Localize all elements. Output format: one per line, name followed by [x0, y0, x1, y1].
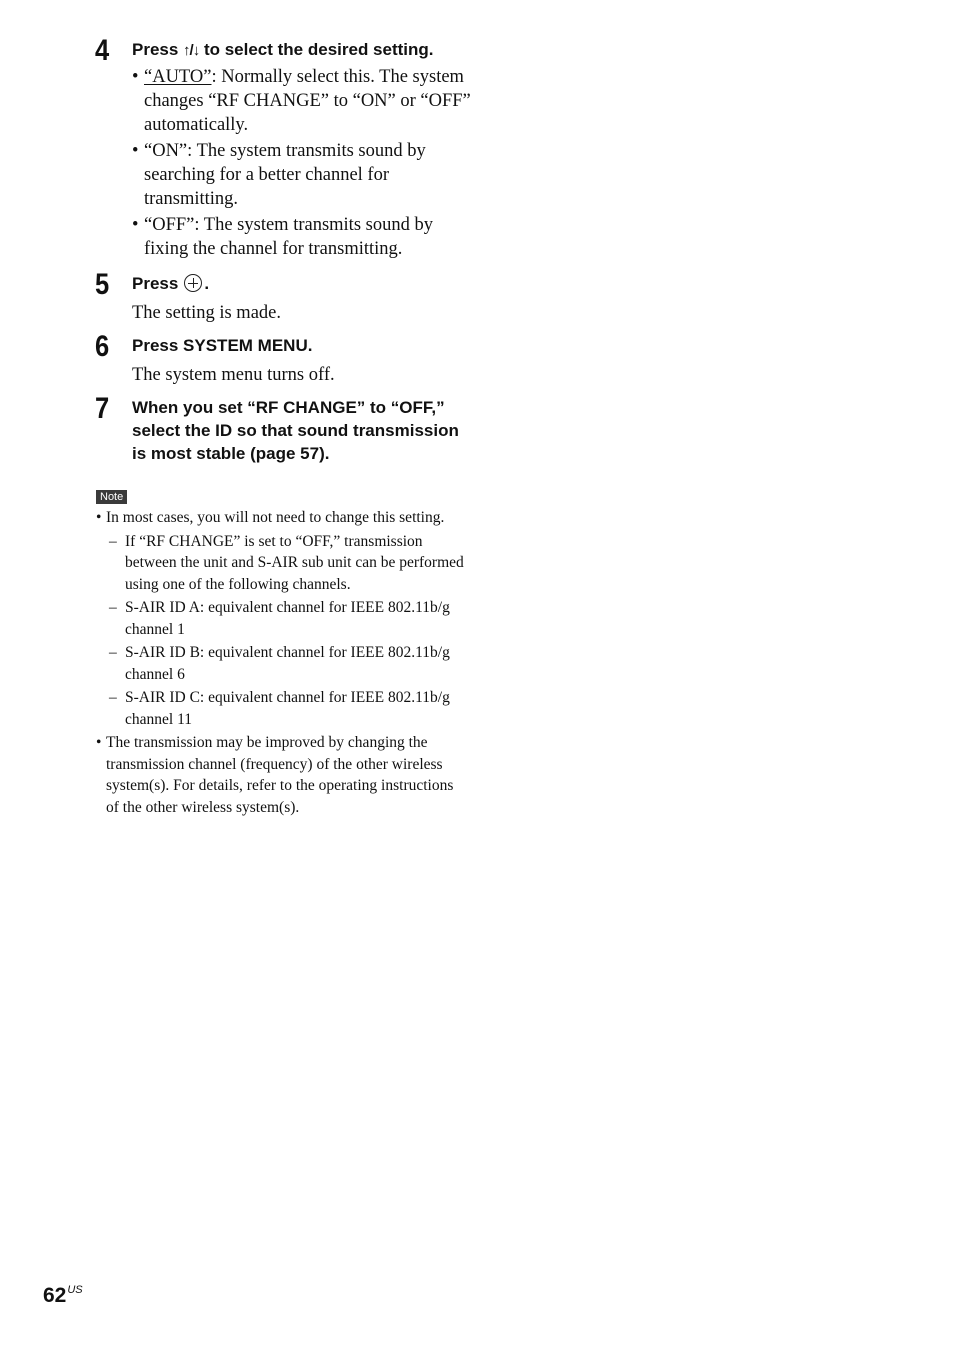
- option-description: “ON”: The system transmits sound by searching for a better channel for transmitting.: [144, 141, 426, 209]
- step-title-suffix: to select the desired setting.: [199, 40, 434, 59]
- step-title: Press SYSTEM MENU.: [132, 336, 313, 355]
- enter-button-icon: [184, 274, 202, 292]
- step-number: 7: [95, 392, 110, 425]
- step-result-text: The system menu turns off.: [132, 365, 335, 385]
- page-number-value: 62: [43, 1284, 67, 1307]
- note-item: [95, 732, 470, 818]
- step-title-prefix: Press: [132, 274, 179, 293]
- step-7: [95, 392, 475, 465]
- note-sublist: [95, 531, 470, 731]
- step-6: [95, 330, 475, 387]
- note-subitem: – S-AIR ID A: equivalent channel for IEEE 802.11b/g channel 1: [95, 597, 470, 640]
- note-text: In most cases, you will not need to change this setting.: [106, 509, 445, 526]
- option-off: [132, 213, 475, 261]
- step-number: 5: [95, 268, 110, 301]
- note-subitem: – S-AIR ID C: equivalent channel for IEEE 802.11b/g channel 11: [95, 687, 470, 730]
- step-title-suffix: .: [204, 274, 210, 293]
- option-default-label: “AUTO”: [144, 67, 212, 87]
- option-auto: [132, 65, 475, 137]
- option-on: [132, 139, 475, 211]
- note-badge: Note: [96, 490, 127, 504]
- region-code: US: [67, 1284, 83, 1296]
- step-result-text: The setting is made.: [132, 303, 281, 323]
- step-title: [132, 272, 475, 295]
- note-text: The transmission may be improved by changing the transmission channel (frequency) of the other wireless system(s). For details, refer to the operating instructions of the other wireless system(s).: [106, 734, 454, 816]
- step-title: [132, 38, 475, 62]
- step-number: 6: [95, 330, 110, 363]
- page-number: [43, 1284, 83, 1308]
- note-subitem: – If “RF CHANGE” is set to “OFF,” transmission between the unit and S-AIR sub unit can be performed using one of the following channels.: [95, 531, 470, 596]
- note-item: [95, 507, 470, 529]
- step-5: [95, 268, 475, 325]
- option-description: : Normally select this. The system changes “RF CHANGE” to “ON” or “OFF” automatically.: [144, 67, 471, 135]
- step-4: [95, 34, 475, 263]
- note-section: [95, 507, 470, 818]
- note-subitem: – S-AIR ID B: equivalent channel for IEEE 802.11b/g channel 6: [95, 642, 470, 685]
- option-list: [132, 65, 475, 261]
- step-title-prefix: Press: [132, 40, 184, 59]
- up-down-arrow-icon: ↑/↓: [183, 42, 200, 59]
- step-number: 4: [95, 34, 110, 67]
- step-title: When you set “RF CHANGE” to “OFF,” select the ID so that sound transmission is most stable (page 57).: [132, 398, 459, 463]
- option-description: “OFF”: The system transmits sound by fixing the channel for transmitting.: [144, 215, 433, 259]
